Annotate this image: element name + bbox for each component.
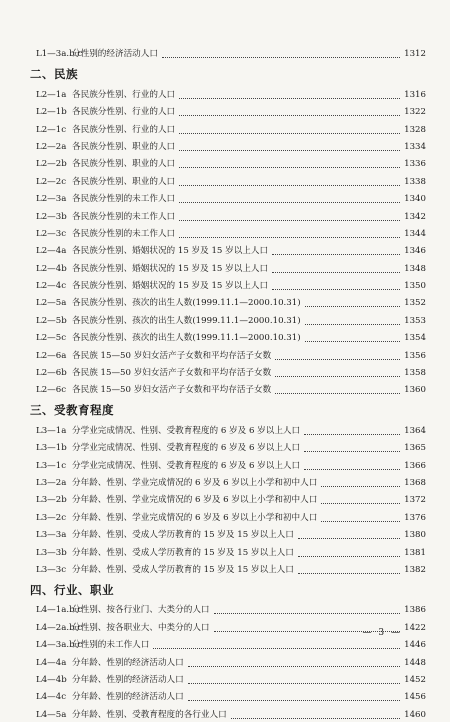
entry-title: 各民族 15—50 岁妇女活产子女数和平均存活子女数 [72, 350, 272, 361]
entry-page-number: 1452 [404, 674, 426, 685]
page-number: — 3 — [362, 628, 402, 638]
entry-code: L3—2a [36, 477, 67, 488]
toc-entry[interactable] [36, 44, 426, 61]
section-heading: 四、行业、职业 [30, 582, 114, 597]
entry-page-number: 1312 [404, 49, 426, 60]
entry-page-number: 1322 [404, 107, 426, 118]
entry-page-number: 1353 [404, 315, 426, 326]
toc-entry[interactable] [36, 363, 426, 380]
entry-title: 分年龄、性别、受教育程度的各行业人口 [72, 709, 227, 720]
entry-code: L2—6b [36, 368, 67, 379]
entry-title: 各民族分性别、行业的人口 [72, 89, 176, 100]
entry-page-number: 1352 [404, 298, 426, 309]
entry-title: 各民族分性别、职业的人口 [72, 176, 176, 187]
dot-leader [305, 323, 401, 325]
dot-leader [179, 149, 400, 151]
toc-entry[interactable] [36, 652, 426, 669]
dot-leader [231, 717, 400, 719]
entry-title: 各民族分性别的未工作人口 [72, 228, 176, 239]
entry-title: 分年龄、性别、受成人学历教育的 15 岁及 15 岁以上人口 [72, 547, 294, 558]
entry-code: L4—1a.b.c [36, 605, 83, 616]
entry-code: L1—3a.b.c [36, 49, 83, 60]
entry-code: L2—6a [36, 350, 67, 361]
entry-code: L3—3c [36, 564, 67, 575]
entry-page-number: 1364 [404, 425, 426, 436]
dot-leader [214, 612, 401, 614]
entry-title: 分年龄、性别的经济活动人口 [72, 692, 184, 703]
entry-code: L2—1a [36, 89, 67, 100]
entry-page-number: 1328 [404, 124, 426, 135]
toc-entry[interactable] [36, 276, 426, 293]
toc-entry[interactable] [36, 102, 426, 119]
entry-code: L2—5b [36, 315, 67, 326]
dot-leader [153, 647, 400, 649]
toc-entry[interactable] [36, 438, 426, 455]
toc-entry[interactable] [36, 455, 426, 472]
entry-code: L3—3a [36, 530, 67, 541]
toc-entry[interactable] [36, 380, 426, 397]
entry-code: L3—2b [36, 495, 67, 506]
entry-title: 分学业完成情况、性别、受教育程度的 6 岁及 6 岁以上人口 [72, 443, 301, 454]
entry-title: 分年龄、性别、学业完成情况的 6 岁及 6 岁以上小学和初中人口 [72, 512, 318, 523]
entry-title: 分年龄、性别、受成人学历教育的 15 岁及 15 岁以上人口 [72, 564, 294, 575]
dot-leader [298, 537, 400, 539]
dot-leader [275, 375, 400, 377]
entry-title: 分年龄、性别、学业完成情况的 6 岁及 6 岁以上小学和初中人口 [72, 495, 318, 506]
dot-leader [179, 132, 400, 134]
dot-leader [304, 450, 400, 452]
dot-leader [305, 305, 401, 307]
section-heading: 三、受教育程度 [30, 403, 114, 418]
dot-leader [179, 184, 400, 186]
entry-page-number: 1460 [404, 709, 426, 720]
dot-leader [179, 114, 400, 116]
entry-title: 分学业完成情况、性别、受教育程度的 6 岁及 6 岁以上人口 [72, 425, 301, 436]
dot-leader [298, 572, 400, 574]
toc-entry[interactable] [36, 687, 426, 704]
toc-entry[interactable] [36, 600, 426, 617]
entry-title: 各民族分性别、婚姻状况的 15 岁及 15 岁以上人口 [72, 246, 269, 257]
toc-entry[interactable] [36, 293, 426, 310]
entry-page-number: 1356 [404, 350, 426, 361]
dot-leader [179, 201, 400, 203]
dot-leader [188, 665, 400, 667]
toc-entry[interactable] [36, 420, 426, 437]
entry-page-number: 1372 [404, 495, 426, 506]
entry-page-number: 1446 [404, 640, 426, 651]
entry-page-number: 1340 [404, 194, 426, 205]
dot-leader [179, 236, 400, 238]
entry-title: 各民族分性别、职业的人口 [72, 159, 176, 170]
entry-title: 各民族分性别、行业的人口 [72, 124, 176, 135]
entry-page-number: 1366 [404, 460, 426, 471]
entry-title: 各民族分性别、职业的人口 [72, 141, 176, 152]
dot-leader [162, 56, 400, 58]
entry-code: L2—2a [36, 141, 67, 152]
toc-entry[interactable] [36, 137, 426, 154]
entry-title: 分年龄、性别的经济活动人口 [72, 674, 184, 685]
dot-leader [298, 555, 400, 557]
entry-title: 分性别、按各行业门、大类分的人口 [72, 605, 210, 616]
entry-code: L2—5c [36, 333, 67, 344]
dot-leader [304, 433, 400, 435]
entry-page-number: 1386 [404, 605, 426, 616]
dot-leader [272, 253, 400, 255]
dot-leader [321, 520, 400, 522]
entry-page-number: 1342 [404, 211, 426, 222]
dot-leader [304, 468, 400, 470]
entry-code: L2—4a [36, 246, 67, 257]
dot-leader [188, 699, 400, 701]
dot-leader [272, 288, 400, 290]
entry-code: L2—5a [36, 298, 67, 309]
entry-title: 分年龄、性别的经济活动人口 [72, 657, 184, 668]
entry-title: 各民族分性别、婚姻状况的 15 岁及 15 岁以上人口 [72, 281, 269, 292]
entry-code: L2—2b [36, 159, 67, 170]
entry-code: L2—3b [36, 211, 67, 222]
toc-entry[interactable] [36, 328, 426, 345]
entry-title: 分年龄、性别、学业完成情况的 6 岁及 6 岁以上小学和初中人口 [72, 477, 318, 488]
toc-entry[interactable] [36, 224, 426, 241]
toc-entry[interactable] [36, 560, 426, 577]
toc-entry[interactable] [36, 542, 426, 559]
toc-entry[interactable] [36, 119, 426, 136]
entry-page-number: 1334 [404, 141, 426, 152]
toc-entry[interactable] [36, 171, 426, 188]
entry-code: L4—2a.b.c [36, 622, 83, 633]
entry-page-number: 1376 [404, 512, 426, 523]
dot-leader [188, 682, 400, 684]
entry-title: 分性别的未工作人口 [72, 640, 150, 651]
section-heading: 二、民族 [30, 67, 78, 82]
entry-code: L2—6c [36, 385, 67, 396]
toc-entry[interactable] [36, 507, 426, 524]
dot-leader [321, 485, 400, 487]
entry-page-number: 1381 [404, 547, 426, 558]
entry-page-number: 1456 [404, 692, 426, 703]
dot-leader [272, 271, 400, 273]
entry-title: 各民族 15—50 岁妇女活产子女数和平均存活子女数 [72, 368, 272, 379]
entry-page-number: 1344 [404, 228, 426, 239]
entry-title: 分性别的经济活动人口 [72, 49, 158, 60]
entry-page-number: 1368 [404, 477, 426, 488]
entry-code: L2—1b [36, 107, 67, 118]
entry-page-number: 1350 [404, 281, 426, 292]
toc-entry[interactable] [36, 258, 426, 275]
entry-code: L4—5a [36, 709, 67, 720]
dot-leader [179, 97, 400, 99]
toc-entry[interactable] [36, 154, 426, 171]
entry-title: 分学业完成情况、性别、受教育程度的 6 岁及 6 岁以上人口 [72, 460, 301, 471]
entry-title: 分性别、按各职业大、中类分的人口 [72, 622, 210, 633]
dot-leader [305, 340, 401, 342]
entry-code: L4—4b [36, 674, 67, 685]
table-of-contents [30, 44, 426, 722]
entry-code: L2—4b [36, 263, 67, 274]
toc-entry[interactable] [36, 241, 426, 258]
entry-code: L2—2c [36, 176, 67, 187]
entry-page-number: 1346 [404, 246, 426, 257]
entry-page-number: 1380 [404, 530, 426, 541]
toc-entry[interactable] [36, 525, 426, 542]
toc-entry[interactable] [36, 704, 426, 721]
entry-page-number: 1316 [404, 89, 426, 100]
toc-entry[interactable] [36, 310, 426, 327]
entry-code: L3—3b [36, 547, 67, 558]
entry-page-number: 1336 [404, 159, 426, 170]
entry-page-number: 1354 [404, 333, 426, 344]
entry-title: 各民族 15—50 岁妇女活产子女数和平均存活子女数 [72, 385, 272, 396]
entry-page-number: 1358 [404, 368, 426, 379]
entry-page-number: 1382 [404, 564, 426, 575]
entry-page-number: 1422 [404, 622, 426, 633]
entry-page-number: 1448 [404, 657, 426, 668]
entry-title: 各民族分性别、行业的人口 [72, 107, 176, 118]
dot-leader [179, 166, 400, 168]
entry-code: L4—3a.b.c [36, 640, 83, 651]
entry-page-number: 1365 [404, 443, 426, 454]
dot-leader [321, 502, 400, 504]
dot-leader [275, 392, 400, 394]
toc-entry[interactable] [36, 670, 426, 687]
entry-code: L2—3c [36, 228, 67, 239]
entry-code: L2—4c [36, 281, 67, 292]
toc-entry[interactable] [36, 206, 426, 223]
entry-title: 分年龄、性别、受成人学历教育的 15 岁及 15 岁以上人口 [72, 530, 294, 541]
entry-code: L4—4a [36, 657, 67, 668]
entry-code: L2—3a [36, 194, 67, 205]
entry-code: L4—4c [36, 692, 67, 703]
dot-leader [275, 358, 400, 360]
dot-leader [179, 219, 400, 221]
toc-entry[interactable] [36, 490, 426, 507]
toc-entry[interactable] [36, 473, 426, 490]
entry-code: L3—1b [36, 443, 67, 454]
entry-title: 各民族分性别的未工作人口 [72, 211, 176, 222]
toc-entry[interactable] [36, 345, 426, 362]
entry-title: 各民族分性别、婚姻状况的 15 岁及 15 岁以上人口 [72, 263, 269, 274]
entry-title: 各民族分性别、孩次的出生人数(1999.11.1—2000.10.31) [72, 315, 301, 326]
entry-page-number: 1338 [404, 176, 426, 187]
entry-title: 各民族分性别的未工作人口 [72, 194, 176, 205]
entry-code: L2—1c [36, 124, 67, 135]
toc-entry[interactable] [36, 84, 426, 101]
entry-page-number: 1348 [404, 263, 426, 274]
entry-title: 各民族分性别、孩次的出生人数(1999.11.1—2000.10.31) [72, 333, 301, 344]
entry-code: L3—1c [36, 460, 67, 471]
entry-code: L3—2c [36, 512, 67, 523]
toc-entry[interactable] [36, 189, 426, 206]
entry-page-number: 1360 [404, 385, 426, 396]
entry-title: 各民族分性别、孩次的出生人数(1999.11.1—2000.10.31) [72, 298, 301, 309]
entry-code: L3—1a [36, 425, 67, 436]
